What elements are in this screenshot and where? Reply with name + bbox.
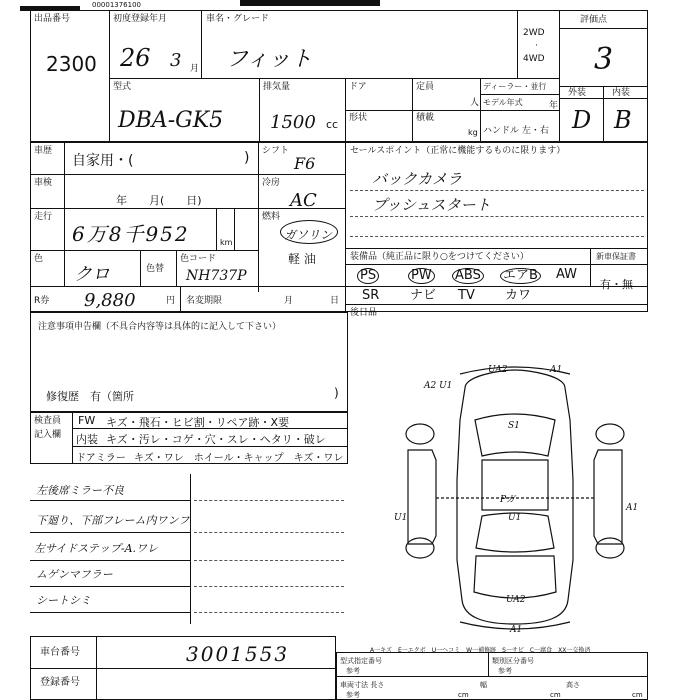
- ac-label: 冷房: [262, 178, 281, 188]
- 4wd-label: 4WD: [523, 54, 545, 64]
- form-cert-label: 型式指定番号: [340, 657, 382, 665]
- chassis-no-value: 3001553: [186, 642, 290, 666]
- right-side-body: [594, 450, 622, 544]
- new-warranty-label: 新車保証書: [596, 252, 636, 261]
- first-reg-month-unit: 月: [190, 64, 200, 74]
- displacement-value: 1500: [270, 112, 316, 133]
- check-row-fw-head: FW: [78, 414, 96, 427]
- length-unit: cm: [458, 691, 469, 699]
- model-grade-label: 車名・グレード: [206, 14, 270, 24]
- exterior-value: D: [572, 106, 592, 134]
- check-row-mirror-items: キズ・ワレ ホイール・キャップ キズ・ワレ: [134, 453, 344, 464]
- right-rear-wheel: [596, 538, 624, 558]
- color-code-label: 色コード: [180, 254, 217, 264]
- first-reg-label: 初度登録年月: [113, 14, 168, 24]
- mark-ua2-rear: UA2: [506, 595, 526, 605]
- reg-no-label: 登録番号: [40, 677, 80, 688]
- name-change-label: 名変期限: [186, 296, 223, 306]
- category-no-label: 類別区分番号: [492, 657, 534, 665]
- height-unit: cm: [632, 691, 643, 699]
- load-unit: kg: [468, 128, 478, 137]
- fuel-circle: [280, 220, 338, 244]
- dealer-label: ディーラー・並行: [483, 82, 547, 91]
- mileage-label: 走行: [34, 212, 53, 222]
- 2wd-dot: ·: [535, 41, 538, 51]
- length-label: 車両寸法 長さ: [340, 681, 385, 689]
- load-label: 積載: [416, 113, 435, 123]
- color-code-value: NH737P: [186, 268, 247, 284]
- height-label: 高さ: [566, 681, 580, 689]
- color-value: クロ: [74, 264, 110, 285]
- top-rule-2: [240, 0, 380, 6]
- first-reg-year: 26: [120, 44, 151, 72]
- capacity-label: 定員: [416, 82, 435, 92]
- equip-abs: ABS: [452, 268, 484, 284]
- handle-label: ハンドル 左・右: [483, 126, 549, 136]
- rear-seat-label: 後日品: [350, 308, 378, 318]
- top-code: 00001376100: [92, 1, 141, 9]
- equip-navi: ナビ: [410, 288, 437, 303]
- left-side-body: [408, 450, 436, 544]
- form-cert-ref: 参考: [346, 667, 360, 675]
- mark-a1-right: A1: [626, 503, 639, 513]
- usage-label: 車歴: [34, 146, 53, 156]
- mark-a1-front: A1: [550, 365, 563, 375]
- door-label: ドア: [349, 82, 367, 92]
- check-row-fw-items: キズ・飛石・ヒビ割・リペア跡・X要: [106, 416, 290, 429]
- 2wd-label: 2WD: [523, 28, 545, 38]
- check-row-interior-items: キズ・汚レ・コゲ・穴・スレ・ヘタリ・破レ: [106, 433, 326, 446]
- displacement-unit: cc: [326, 118, 339, 131]
- mileage-value: 6万8千952: [72, 222, 190, 246]
- year-unit: 年: [549, 101, 559, 111]
- sales-point-2: プッシュスタート: [372, 196, 491, 214]
- interior-label: 内装: [612, 88, 631, 98]
- note-3: 左サイドステップ-A.ワレ: [34, 542, 159, 555]
- rating-label: 評価点: [580, 15, 608, 25]
- interior-value: B: [614, 106, 632, 134]
- note-5: シートシミ: [36, 594, 91, 607]
- damage-legend: A一キズ E一エクボ U一ヘコミ W一補修跡 S一サビ C一腐食 XX一交換済: [370, 647, 591, 654]
- repair-close: ): [334, 386, 339, 400]
- name-change-month: 月: [284, 296, 294, 306]
- category-no-ref: 参考: [498, 667, 512, 675]
- rating-value: 3: [594, 42, 614, 77]
- lot-no-value: 2300: [46, 52, 97, 76]
- displacement-label: 排気量: [263, 82, 291, 92]
- recycle-label: R券: [34, 296, 50, 306]
- equip-pw: PW: [408, 268, 435, 284]
- warranty-options: 有・無: [600, 278, 633, 291]
- inspection-fields: 年 月( 日): [116, 194, 202, 207]
- usage-close: ): [244, 150, 250, 166]
- equip-airbag: エアB: [500, 268, 541, 284]
- shift-label: シフト: [262, 146, 290, 156]
- fuel-value: ガソリン: [284, 228, 333, 242]
- model-name-value: フィット: [226, 47, 313, 72]
- fuel-light-oil: 軽 油: [288, 252, 316, 266]
- mark-s1: S1: [508, 421, 520, 431]
- ac-value: AC: [290, 190, 317, 211]
- fuel-label: 燃料: [262, 212, 281, 222]
- color-change-label: 色替: [146, 264, 165, 274]
- check-row-interior-head: 内装: [76, 433, 98, 446]
- mark-p: Pガ: [500, 495, 516, 505]
- notes-title: 注意事項申告欄（不具合内容等は具体的に記入して下さい）: [38, 322, 282, 332]
- equip-leather: カワ: [505, 288, 532, 303]
- equip-ps: PS: [357, 268, 379, 284]
- record-label: 記入欄: [34, 430, 62, 440]
- name-change-day: 日: [330, 296, 340, 306]
- exterior-label: 外装: [568, 88, 587, 98]
- check-row-mirror-head: ドアミラー: [76, 453, 126, 464]
- length-ref: 参考: [346, 691, 360, 699]
- capacity-unit: 人: [470, 98, 480, 108]
- sales-point-1: バックカメラ: [372, 170, 463, 188]
- left-rear-wheel: [406, 538, 434, 558]
- width-label: 幅: [480, 681, 487, 689]
- first-reg-month: 3: [170, 50, 182, 71]
- km-label: km: [220, 238, 233, 247]
- recycle-value: 9,880: [84, 290, 136, 311]
- mark-a1-rear: A1: [510, 625, 523, 635]
- model-year-label: モデル年式: [483, 98, 523, 107]
- note-1: 左後席ミラー不良: [36, 484, 124, 497]
- mark-ua2-front: UA2: [488, 365, 508, 375]
- color-label: 色: [34, 254, 44, 264]
- usage-value: 自家用・(: [72, 153, 134, 169]
- right-front-wheel: [596, 424, 624, 444]
- yen-label: 円: [166, 296, 176, 306]
- shift-value: F6: [294, 154, 316, 173]
- model-type-label: 型式: [113, 82, 132, 92]
- car-trunk: [474, 556, 556, 598]
- mark-a2-u1: A2 U1: [424, 381, 453, 391]
- note-2: 下廻り、下部フレーム内ワンフ: [36, 514, 190, 527]
- model-type-value: DBA-GK5: [118, 108, 224, 133]
- inspection-label: 車検: [34, 178, 53, 188]
- chassis-no-label: 車台番号: [40, 647, 80, 658]
- shape-label: 形状: [349, 113, 368, 123]
- width-unit: cm: [550, 691, 561, 699]
- lot-no-label: 出品番号: [34, 14, 71, 24]
- equipment-label: 装備品（純正品に限り○をつけてください）: [350, 252, 529, 262]
- repair-label: 修復歴 有（箇所: [46, 390, 134, 403]
- inspector-label: 検査員: [34, 416, 62, 426]
- equip-tv: TV: [458, 288, 475, 303]
- sales-points-label: セールスポイント（正常に機能するものに限ります）: [350, 146, 566, 156]
- left-front-wheel: [406, 424, 434, 444]
- note-4: ムゲンマフラー: [36, 568, 113, 581]
- equip-aw: AW: [556, 267, 578, 282]
- car-damage-diagram: [380, 360, 650, 640]
- equip-sr: SR: [362, 288, 380, 303]
- mark-u1-center: U1: [508, 513, 522, 523]
- mark-u1-left: U1: [394, 513, 408, 523]
